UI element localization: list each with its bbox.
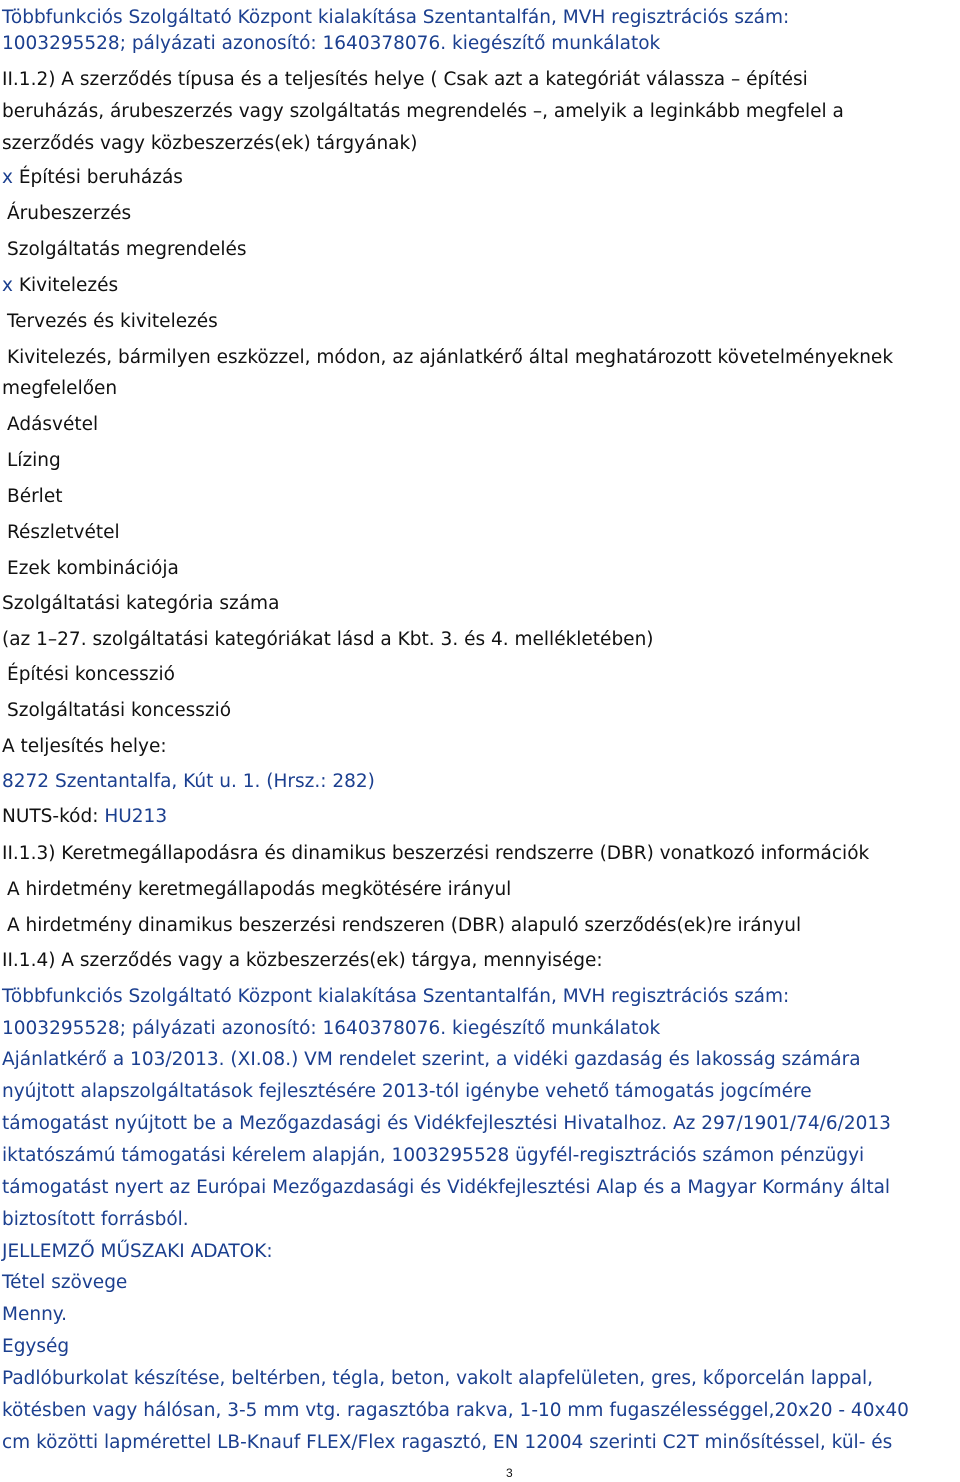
text-line (2, 1368, 873, 1390)
line-text: Többfunkciós Szolgáltató Központ kialakítása Szentantalfán, MVH regisztrációs szám: (2, 986, 790, 1007)
text-line (2, 1081, 812, 1103)
page-number: 3 (506, 1466, 513, 1480)
text-line (2, 1432, 892, 1454)
text-line (7, 414, 98, 436)
text-line (2, 1304, 67, 1326)
line-text: A teljesítés helye: (2, 736, 167, 757)
text-line (2, 986, 789, 1008)
line-text: Egység (2, 1336, 70, 1357)
text-line (2, 629, 654, 651)
line-text: 1003295528; pályázati azonosító: 1640378076. kiegészítő munkálatok (2, 33, 661, 54)
line-text: Szolgáltatás megrendelés (7, 239, 247, 260)
line-text: II.1.4) A szerződés vagy a közbeszerzés(ek) tárgya, mennyisége: (2, 950, 603, 971)
line-text: Lízing (7, 450, 61, 471)
text-line (2, 950, 603, 972)
line-text: szerződés vagy közbeszerzés(ek) tárgyának) (2, 133, 418, 154)
text-line (7, 450, 61, 472)
line-text: nyújtott alapszolgáltatások fejlesztésére 2013-tól igénybe vehető támogatás jogcímére (2, 1081, 812, 1102)
line-text: Adásvétel (7, 414, 99, 435)
line-text: Kivitelezés, bármilyen eszközzel, módon, az ajánlatkérő által meghatározott követelményeknek (7, 347, 894, 368)
text-line (2, 133, 417, 155)
line-text: A hirdetmény dinamikus beszerzési rendszeren (DBR) alapuló szerződés(ek)re irányul (7, 915, 802, 936)
text-line (7, 879, 511, 901)
text-line (2, 1272, 127, 1294)
text-line (2, 593, 279, 615)
text-line (2, 1336, 69, 1358)
text-line (2, 101, 844, 123)
text-line (7, 700, 231, 722)
text-line (2, 167, 183, 189)
text-line (2, 843, 869, 865)
text-line (7, 915, 801, 937)
text-line (7, 486, 62, 508)
line-text: (az 1–27. szolgáltatási kategóriákat lásd a Kbt. 3. és 4. mellékletében) (2, 629, 654, 650)
text-line (2, 7, 789, 29)
text-line (2, 806, 167, 828)
text-line (2, 1145, 864, 1167)
line-text: Építési beruházás (18, 167, 183, 188)
line-text: támogatást nyert az Európai Mezőgazdasági és Vidékfejlesztési Alap és a Magyar Kormány által (2, 1177, 891, 1198)
line-text: II.1.2) A szerződés típusa és a teljesítés helye ( Csak azt a kategóriát válassza – építési (2, 69, 808, 90)
checkbox-mark: x (2, 167, 13, 188)
text-line (7, 522, 120, 544)
text-line (2, 33, 660, 55)
text-line (2, 1209, 189, 1231)
checkbox-mark: x (2, 275, 13, 296)
line-text: Kivitelezés (18, 275, 119, 296)
line-text: biztosított forrásból. (2, 1209, 189, 1230)
nuts-code-value: HU213 (104, 806, 168, 827)
line-text: Részletvétel (7, 522, 120, 543)
line-text: JELLEMZŐ MŰSZAKI ADATOK: (2, 1241, 273, 1262)
line-text: Árubeszerzés (7, 203, 132, 224)
line-text: Tétel szövege (2, 1272, 128, 1293)
line-text: iktatószámú támogatási kérelem alapján, 1003295528 ügyfél-regisztrációs számon pénzügyi (2, 1145, 865, 1166)
line-text: Bérlet (7, 486, 63, 507)
text-line (2, 1113, 891, 1135)
text-line (7, 347, 893, 369)
text-line (2, 275, 118, 297)
text-line (2, 1049, 861, 1071)
text-line (7, 203, 131, 225)
text-line (2, 1018, 660, 1040)
line-text: támogatást nyújtott be a Mezőgazdasági és Vidékfejlesztési Hivatalhoz. Az 297/1901/74/6/2013 (2, 1113, 891, 1134)
line-text: Tervezés és kivitelezés (7, 311, 218, 332)
line-text: NUTS-kód: (2, 806, 105, 827)
text-line (2, 771, 375, 793)
line-text: 1003295528; pályázati azonosító: 1640378076. kiegészítő munkálatok (2, 1018, 661, 1039)
line-text: 8272 Szentantalfa, Kút u. 1. (Hrsz.: 282) (2, 771, 375, 792)
text-line (7, 558, 179, 580)
text-line (7, 239, 247, 261)
line-text: Építési koncesszió (7, 664, 175, 685)
text-line (2, 1400, 909, 1422)
line-text: Ajánlatkérő a 103/2013. (XI.08.) VM rendelet szerint, a vidéki gazdaság és lakosság számára (2, 1049, 861, 1070)
text-line (2, 1177, 890, 1199)
line-text: cm közötti lapmérettel LB-Knauf FLEX/Flex ragasztó, EN 12004 szerinti C2T minősítéssel, kül- és (2, 1432, 893, 1453)
text-line (7, 664, 175, 686)
text-line (2, 736, 167, 758)
text-line (2, 378, 117, 400)
line-text: Ezek kombinációja (7, 558, 179, 579)
text-line (2, 1241, 273, 1263)
line-text: kötésben vagy hálósan, 3-5 mm vtg. ragasztóba rakva, 1-10 mm fugaszélességgel,20x20 - 40x40 (2, 1400, 909, 1421)
line-text: Szolgáltatási kategória száma (2, 593, 280, 614)
line-text: Menny. (2, 1304, 67, 1325)
text-line (2, 69, 808, 91)
line-text: megfelelően (2, 378, 118, 399)
line-text: Többfunkciós Szolgáltató Központ kialakítása Szentantalfán, MVH regisztrációs szám: (2, 7, 790, 28)
line-text: Padlóburkolat készítése, beltérben, tégla, beton, vakolt alapfelületen, gres, kőporcelán lappal, (2, 1368, 874, 1389)
line-text: II.1.3) Keretmegállapodásra és dinamikus beszerzési rendszerre (DBR) vonatkozó információk (2, 843, 870, 864)
line-text: Szolgáltatási koncesszió (7, 700, 232, 721)
text-line (7, 311, 218, 333)
line-text: A hirdetmény keretmegállapodás megkötésére irányul (7, 879, 512, 900)
line-text: beruházás, árubeszerzés vagy szolgáltatás megrendelés –, amelyik a leginkább megfelel a (2, 101, 844, 122)
